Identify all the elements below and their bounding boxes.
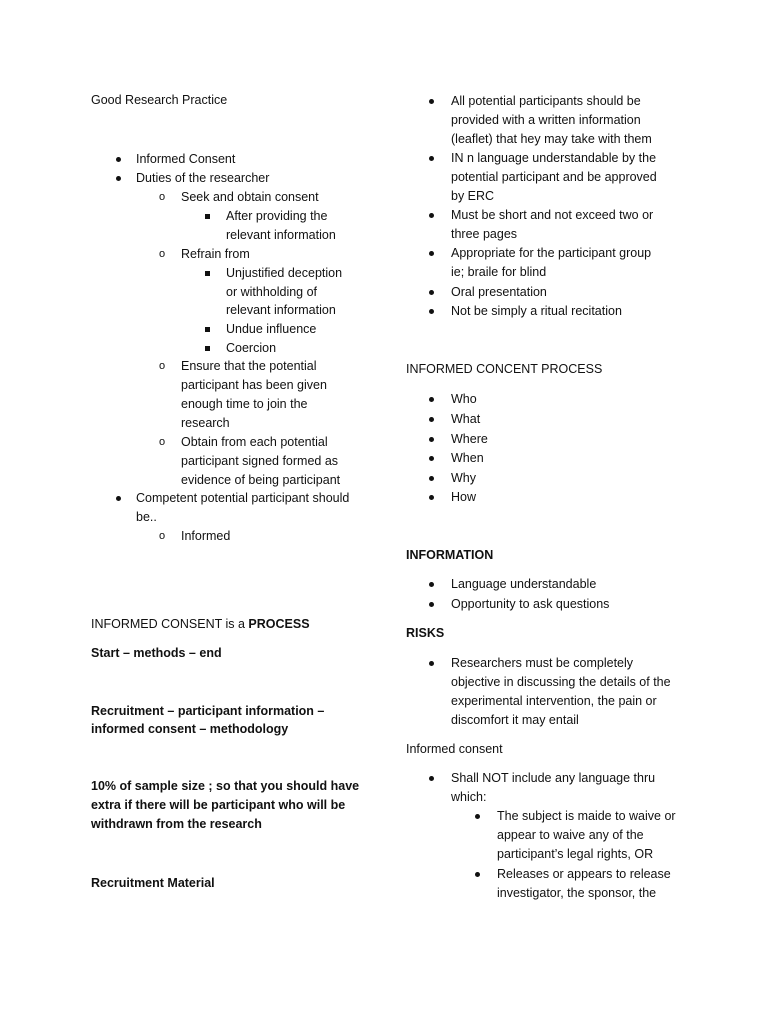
- recruitment-material-heading: Recruitment Material: [91, 876, 215, 890]
- list-item-cont: three pages: [451, 227, 518, 241]
- list-item: Where: [451, 432, 488, 446]
- page-title: Good Research Practice: [91, 93, 228, 107]
- list-item: Appropriate for the participant group: [451, 246, 652, 260]
- list-item-cont: discomfort it may entail: [451, 713, 579, 727]
- process-line-prefix: INFORMED CONSENT is a: [91, 617, 249, 631]
- process-heading: INFORMED CONCENT PROCESS: [406, 362, 603, 376]
- list-item-cont: provided with a written information: [451, 113, 641, 127]
- list-item: After providing the: [226, 209, 328, 223]
- circle-bullet-icon: o: [159, 436, 166, 448]
- bullet-icon: [475, 814, 480, 819]
- list-item-cont: research: [181, 416, 230, 430]
- risks-heading: RISKS: [406, 626, 445, 640]
- list-item-cont: relevant information: [226, 228, 336, 242]
- bullet-icon: [429, 290, 434, 295]
- bullet-icon: [429, 99, 434, 104]
- sample-size-line-cont: extra if there will be participant who will be: [91, 798, 346, 812]
- list-item-cont: evidence of being participant: [181, 473, 341, 487]
- list-item: Opportunity to ask questions: [451, 597, 610, 611]
- list-item: All potential participants should be: [451, 94, 641, 108]
- bullet-icon: [429, 661, 434, 666]
- list-item: When: [451, 451, 484, 465]
- process-line-bold: PROCESS: [248, 617, 310, 631]
- list-item-cont: investigator, the sponsor, the: [497, 886, 657, 900]
- circle-bullet-icon: o: [159, 191, 166, 203]
- list-item: Who: [451, 392, 477, 406]
- bullet-icon: [429, 582, 434, 587]
- bullet-icon: [429, 437, 434, 442]
- bullet-icon: [429, 417, 434, 422]
- circle-bullet-icon: o: [159, 360, 166, 372]
- list-item-cont: participant has been given: [181, 378, 327, 392]
- list-item: Not be simply a ritual recitation: [451, 304, 622, 318]
- list-item: The subject is maide to waive or: [497, 809, 676, 823]
- bullet-icon: [475, 872, 480, 877]
- list-item: Oral presentation: [451, 285, 547, 299]
- bullet-icon: [429, 156, 434, 161]
- square-bullet-icon: [205, 214, 210, 219]
- list-item-cont: potential participant and be approved: [451, 170, 657, 184]
- list-item-cont: participant signed formed as: [181, 454, 339, 468]
- list-item: Refrain from: [181, 247, 250, 261]
- bullet-icon: [116, 176, 121, 181]
- bullet-icon: [429, 213, 434, 218]
- start-line: Start – methods – end: [91, 646, 222, 660]
- list-item-cont: objective in discussing the details of the: [451, 675, 671, 689]
- square-bullet-icon: [205, 271, 210, 276]
- list-item: Informed: [181, 529, 231, 543]
- list-item: Unjustified deception: [226, 266, 343, 280]
- list-item: IN n language understandable by the: [451, 151, 657, 165]
- information-heading: INFORMATION: [406, 548, 494, 562]
- circle-bullet-icon: o: [159, 530, 166, 542]
- sample-size-line-cont: withdrawn from the research: [91, 817, 262, 831]
- list-item: Competent potential participant should: [136, 491, 350, 505]
- list-item-cont: or withholding of: [226, 285, 318, 299]
- bullet-icon: [429, 476, 434, 481]
- bullet-icon: [429, 251, 434, 256]
- recruitment-line-cont: informed consent – methodology: [91, 722, 289, 736]
- list-item: Shall NOT include any language thru: [451, 771, 656, 785]
- list-item-cont: experimental intervention, the pain or: [451, 694, 657, 708]
- list-item: Obtain from each potential: [181, 435, 328, 449]
- bullet-icon: [429, 602, 434, 607]
- bullet-icon: [116, 496, 121, 501]
- list-item: Seek and obtain consent: [181, 190, 319, 204]
- list-item-cont: relevant information: [226, 303, 336, 317]
- list-item: How: [451, 490, 477, 504]
- list-item-cont: participant’s legal rights, OR: [497, 847, 654, 861]
- sample-size-line: 10% of sample size ; so that you should have: [91, 779, 360, 793]
- square-bullet-icon: [205, 346, 210, 351]
- list-item: What: [451, 412, 481, 426]
- list-item: Ensure that the potential: [181, 359, 317, 373]
- list-item-cont: which:: [451, 790, 487, 804]
- bullet-icon: [429, 776, 434, 781]
- list-item: Language understandable: [451, 577, 597, 591]
- circle-bullet-icon: o: [159, 248, 166, 260]
- informed-consent-heading: Informed consent: [406, 742, 503, 756]
- list-item: Undue influence: [226, 322, 317, 336]
- process-line: [91, 615, 310, 634]
- list-item-cont: ie; braile for blind: [451, 265, 547, 279]
- list-item: Releases or appears to release: [497, 867, 671, 881]
- bullet-icon: [116, 157, 121, 162]
- list-item: Researchers must be completely: [451, 656, 634, 670]
- bullet-icon: [429, 495, 434, 500]
- square-bullet-icon: [205, 327, 210, 332]
- list-item-cont: enough time to join the: [181, 397, 308, 411]
- list-item: Duties of the researcher: [136, 171, 270, 185]
- bullet-icon: [429, 456, 434, 461]
- list-item: Why: [451, 471, 476, 485]
- list-item: Informed Consent: [136, 152, 236, 166]
- list-item: Coercion: [226, 341, 277, 355]
- list-item-cont: by ERC: [451, 189, 495, 203]
- list-item-cont: (leaflet) that hey may take with them: [451, 132, 652, 146]
- bullet-icon: [429, 397, 434, 402]
- recruitment-line: Recruitment – participant information –: [91, 704, 325, 718]
- bullet-icon: [429, 309, 434, 314]
- list-item: Must be short and not exceed two or: [451, 208, 654, 222]
- list-item-cont: be..: [136, 510, 157, 524]
- list-item-cont: appear to waive any of the: [497, 828, 644, 842]
